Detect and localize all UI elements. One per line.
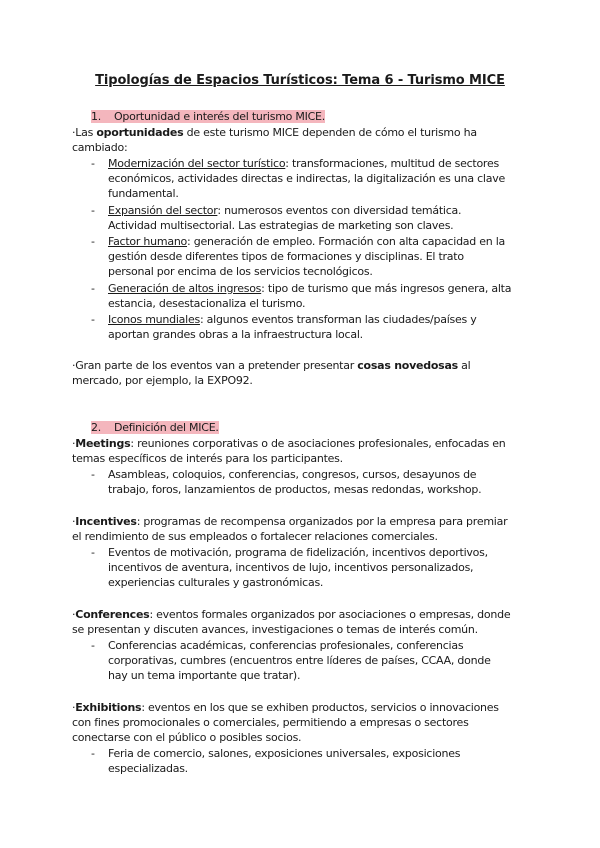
list-item: Generación de altos ingresos: tipo de turismo que más ingresos genera, alta xyxy=(108,282,512,295)
list-item: Conferencias académicas, conferencias profesionales, conferencias xyxy=(108,639,464,652)
list-item-cont: incentivos de aventura, incentivos de lujo, incentivos personalizados, xyxy=(108,561,474,574)
definition-line: con fines promocionales o comerciales, permitiendo a empresas o sectores xyxy=(72,716,469,729)
list-item-cont: fundamental. xyxy=(108,187,179,200)
section-1-intro-line2: cambiado: xyxy=(72,141,128,154)
conferences-definition: ·Conferences: eventos formales organizados por asociaciones o empresas, donde xyxy=(72,608,511,621)
dash-bullet: - xyxy=(91,157,95,170)
section-1-note: ·Gran parte de los eventos van a pretender presentar cosas novedosas al xyxy=(72,359,471,372)
page-title: Tipologías de Espacios Turísticos: Tema 6 - Turismo MICE xyxy=(95,73,505,88)
dash-bullet: - xyxy=(91,313,95,326)
section-2-number: 2. xyxy=(91,421,101,434)
dash-bullet: - xyxy=(91,747,95,760)
list-item: Modernización del sector turístico: transformaciones, multitud de sectores xyxy=(108,157,499,170)
list-item-cont: especializadas. xyxy=(108,762,188,775)
list-item-cont: económicos, actividades directas e indirectas, la digitalización es una clave xyxy=(108,172,505,185)
list-item: Eventos de motivación, programa de fidelización, incentivos deportivos, xyxy=(108,546,488,559)
section-1-note-line2: mercado, por ejemplo, la EXPO92. xyxy=(72,374,253,387)
dash-bullet: - xyxy=(91,546,95,559)
dash-bullet: - xyxy=(91,468,95,481)
section-1-intro: ·Las oportunidades de este turismo MICE dependen de cómo el turismo ha xyxy=(72,126,477,139)
list-item: Factor humano: generación de empleo. Formación con alta capacidad en la xyxy=(108,235,506,248)
section-1-number: 1. xyxy=(91,110,101,123)
list-item-cont: estancia, desestacionaliza el turismo. xyxy=(108,297,306,310)
section-2-title: Definición del MICE. xyxy=(114,421,219,434)
section-2-heading xyxy=(91,420,219,435)
meetings-definition: ·Meetings: reuniones corporativas o de asociaciones profesionales, enfocadas en xyxy=(72,437,506,450)
list-item-cont: corporativas, cumbres (encuentros entre líderes de países, CCAA, donde xyxy=(108,654,491,667)
dash-bullet: - xyxy=(91,639,95,652)
dash-bullet: - xyxy=(91,204,95,217)
list-item: Expansión del sector: numerosos eventos con diversidad temática. xyxy=(108,204,462,217)
list-item-cont: trabajo, foros, lanzamientos de productos, mesas redondas, workshop. xyxy=(108,483,482,496)
dash-bullet: - xyxy=(91,235,95,248)
list-item-cont: experiencias culturales y gastronómicas. xyxy=(108,576,324,589)
list-item-cont: gestión desde diferentes tipos de formaciones y disciplinas. El trato xyxy=(108,250,464,263)
exhibitions-definition: ·Exhibitions: eventos en los que se exhiben productos, servicios o innovaciones xyxy=(72,701,499,714)
intro-bold-term: oportunidades xyxy=(96,126,184,139)
list-item-cont: hay un tema importante que tratar). xyxy=(108,669,301,682)
list-item-cont: personal por encima de los servicios tecnológicos. xyxy=(108,265,373,278)
list-item-cont: Actividad multisectorial. Las estrategias de marketing son claves. xyxy=(108,219,454,232)
incentives-definition: ·Incentives: programas de recompensa organizados por la empresa para premiar xyxy=(72,515,508,528)
list-item: Iconos mundiales: algunos eventos transforman las ciudades/países y xyxy=(108,313,477,326)
definition-line: conectarse con el público o posibles socios. xyxy=(72,731,302,744)
definition-line: el rendimiento de sus empleados o fortalecer relaciones comerciales. xyxy=(72,530,438,543)
list-item: Asambleas, coloquios, conferencias, congresos, cursos, desayunos de xyxy=(108,468,477,481)
note-bold-term: cosas novedosas xyxy=(357,359,458,372)
list-item: Feria de comercio, salones, exposiciones universales, exposiciones xyxy=(108,747,461,760)
section-1-title: Oportunidad e interés del turismo MICE. xyxy=(114,110,326,123)
dash-bullet: - xyxy=(91,282,95,295)
definition-line: temas específicos de interés para los participantes. xyxy=(72,452,343,465)
section-1-heading xyxy=(91,109,325,124)
definition-line: se presentan y discuten avances, investigaciones o temas de interés común. xyxy=(72,623,478,636)
list-item-cont: aportan grandes obras a la infraestructura local. xyxy=(108,328,363,341)
